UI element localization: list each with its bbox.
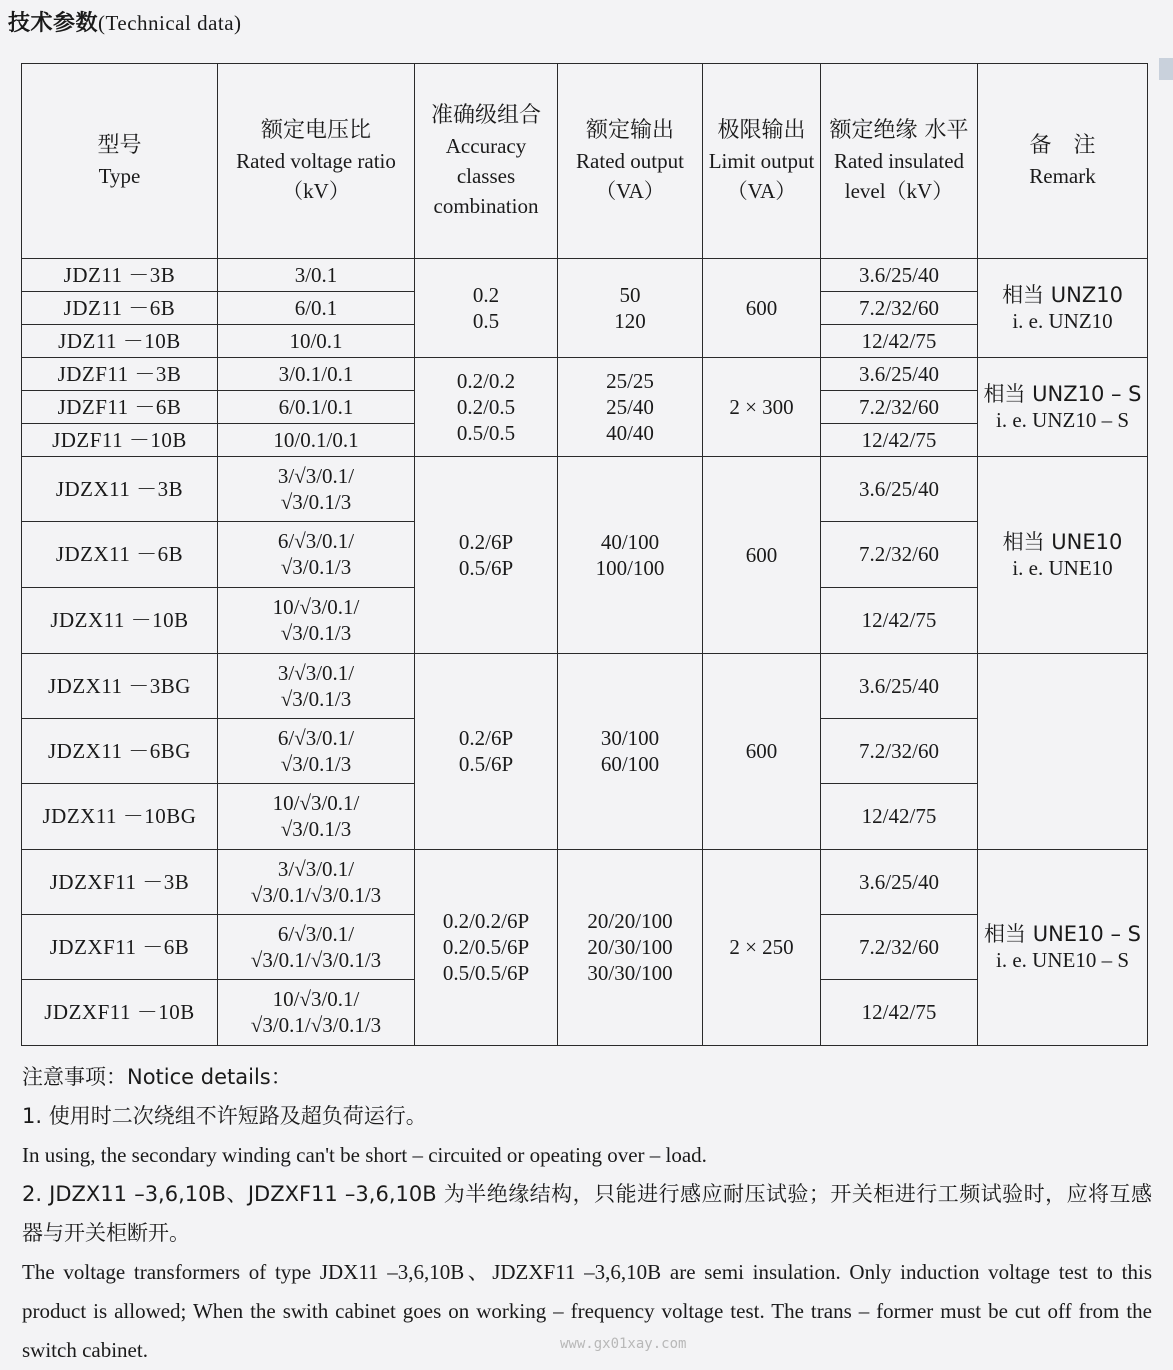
cell-ratio: 3/√3/0.1/ √3/0.1/3 xyxy=(218,653,415,718)
page-edge-tab xyxy=(1159,58,1173,80)
cell-level: 3.6/25/40 xyxy=(821,358,978,391)
cell-output: 50 120 xyxy=(558,259,703,358)
remark-zh: 相当 UNZ10 xyxy=(1002,283,1123,308)
cell-limit: 600 xyxy=(703,457,821,653)
cell-remark xyxy=(978,849,1148,1045)
cell-level: 7.2/32/60 xyxy=(821,391,978,424)
cell-ratio: 3/√3/0.1/ √3/0.1/3 xyxy=(218,457,415,522)
remark-zh: 相当 UNE10 xyxy=(1002,529,1123,554)
cell-type: JDZX11 －6BG xyxy=(22,718,218,783)
cell-accuracy: 0.2/0.2/6P 0.2/0.5/6P 0.5/0.5/6P xyxy=(415,849,558,1045)
notice-2-zh: 2. JDZX11 –3,6,10B、JDZXF11 –3,6,10B 为半绝缘结构，只能进行感应耐压试验；开关柜进行工频试验时，应将互感器与开关柜断开。 xyxy=(22,1182,1152,1245)
cell-remark xyxy=(978,653,1148,849)
cell-output: 40/100 100/100 xyxy=(558,457,703,653)
cell-type: JDZ11 －3B xyxy=(22,259,218,292)
cell-output: 20/20/100 20/30/100 30/30/100 xyxy=(558,849,703,1045)
cell-output: 25/25 25/40 40/40 xyxy=(558,358,703,457)
table-row xyxy=(22,653,1148,718)
cell-level: 7.2/32/60 xyxy=(821,292,978,325)
title-zh: 技术参数 xyxy=(8,11,99,36)
cell-ratio: 10/√3/0.1/ √3/0.1/√3/0.1/3 xyxy=(218,979,415,1045)
cell-level: 12/42/75 xyxy=(821,783,978,849)
table-row xyxy=(22,849,1148,914)
cell-ratio: 10/√3/0.1/ √3/0.1/3 xyxy=(218,783,415,849)
cell-type: JDZX11 －10B xyxy=(22,587,218,653)
cell-level: 3.6/25/40 xyxy=(821,653,978,718)
cell-ratio: 6/√3/0.1/ √3/0.1/√3/0.1/3 xyxy=(218,914,415,979)
header-type: 型号 Type xyxy=(22,64,218,259)
remark-zh: 相当 UNE10 – S xyxy=(984,922,1141,947)
cell-type: JDZX11 －3BG xyxy=(22,653,218,718)
cell-ratio: 6/0.1 xyxy=(218,292,415,325)
cell-level: 12/42/75 xyxy=(821,979,978,1045)
page-title xyxy=(8,6,242,37)
cell-type: JDZ11 －10B xyxy=(22,325,218,358)
remark-en: i. e. UNE10 – S xyxy=(996,948,1129,973)
table-row xyxy=(22,457,1148,522)
cell-ratio: 3/√3/0.1/ √3/0.1/√3/0.1/3 xyxy=(218,849,415,914)
cell-ratio: 10/√3/0.1/ √3/0.1/3 xyxy=(218,587,415,653)
cell-limit: 600 xyxy=(703,259,821,358)
cell-level: 12/42/75 xyxy=(821,587,978,653)
notice-heading: 注意事项：Notice details： xyxy=(22,1065,292,1089)
title-en: (Technical data) xyxy=(98,11,242,35)
cell-remark xyxy=(978,457,1148,653)
notice-2-en: The voltage transformers of type JDX11 –3,6,10B、JDZXF11 –3,6,10B are semi insulation. Only induction voltage test to this product is allowed; When the swith cabinet goes on working – frequency voltage test. The trans – former must be cut off from the switch cabinet. xyxy=(22,1260,1152,1362)
cell-accuracy: 0.2/6P 0.5/6P xyxy=(415,653,558,849)
cell-level: 7.2/32/60 xyxy=(821,522,978,587)
cell-level: 3.6/25/40 xyxy=(821,849,978,914)
cell-type: JDZF11 －10B xyxy=(22,424,218,457)
cell-type: JDZX11 －6B xyxy=(22,522,218,587)
cell-type: JDZX11 －10BG xyxy=(22,783,218,849)
cell-limit: 2 × 300 xyxy=(703,358,821,457)
cell-limit: 2 × 250 xyxy=(703,849,821,1045)
header-ratio: 额定电压比 Rated voltage ratio（kV） xyxy=(218,64,415,259)
cell-level: 12/42/75 xyxy=(821,424,978,457)
cell-ratio: 10/0.1 xyxy=(218,325,415,358)
cell-accuracy: 0.2/6P 0.5/6P xyxy=(415,457,558,653)
cell-type: JDZXF11 －10B xyxy=(22,979,218,1045)
cell-remark xyxy=(978,259,1148,358)
cell-ratio: 6/0.1/0.1 xyxy=(218,391,415,424)
remark-en: i. e. UNZ10 – S xyxy=(996,408,1129,433)
cell-type: JDZ11 －6B xyxy=(22,292,218,325)
cell-output: 30/100 60/100 xyxy=(558,653,703,849)
cell-level: 7.2/32/60 xyxy=(821,914,978,979)
header-accuracy: 准确级组合 Accuracy classes combination xyxy=(415,64,558,259)
cell-level: 12/42/75 xyxy=(821,325,978,358)
cell-level: 3.6/25/40 xyxy=(821,259,978,292)
technical-data-table xyxy=(21,63,1148,1046)
remark-zh: 相当 UNZ10 – S xyxy=(983,382,1142,407)
header-insulation: 额定绝缘 水平 Rated insulated level（kV） xyxy=(821,64,978,259)
remark-en: i. e. UNE10 xyxy=(1012,555,1113,580)
cell-ratio: 3/0.1/0.1 xyxy=(218,358,415,391)
cell-accuracy: 0.2/0.2 0.2/0.5 0.5/0.5 xyxy=(415,358,558,457)
cell-limit: 600 xyxy=(703,653,821,849)
cell-level: 3.6/25/40 xyxy=(821,457,978,522)
cell-ratio: 3/0.1 xyxy=(218,259,415,292)
header-row xyxy=(22,64,1148,259)
table-row xyxy=(22,259,1148,292)
cell-ratio: 6/√3/0.1/ √3/0.1/3 xyxy=(218,522,415,587)
cell-accuracy: 0.2 0.5 xyxy=(415,259,558,358)
header-remark: 备 注 Remark xyxy=(978,64,1148,259)
notice-1-zh: 1. 使用时二次绕组不许短路及超负荷运行。 xyxy=(22,1104,427,1128)
cell-remark xyxy=(978,358,1148,457)
cell-type: JDZX11 －3B xyxy=(22,457,218,522)
cell-ratio: 10/0.1/0.1 xyxy=(218,424,415,457)
watermark: www.gx01xay.com xyxy=(560,1336,687,1352)
cell-level: 7.2/32/60 xyxy=(821,718,978,783)
cell-type: JDZF11 －6B xyxy=(22,391,218,424)
cell-type: JDZXF11 －6B xyxy=(22,914,218,979)
cell-type: JDZF11 －3B xyxy=(22,358,218,391)
notice-1-en: In using, the secondary winding can't be short – circuited or opeating over – load. xyxy=(22,1143,707,1167)
cell-ratio: 6/√3/0.1/ √3/0.1/3 xyxy=(218,718,415,783)
remark-en: i. e. UNZ10 xyxy=(1012,309,1113,334)
header-output: 额定输出 Rated output （VA） xyxy=(558,64,703,259)
header-limit: 极限输出 Limit output （VA） xyxy=(703,64,821,259)
notice-section xyxy=(22,1058,1152,1370)
cell-type: JDZXF11 －3B xyxy=(22,849,218,914)
table-row xyxy=(22,358,1148,391)
